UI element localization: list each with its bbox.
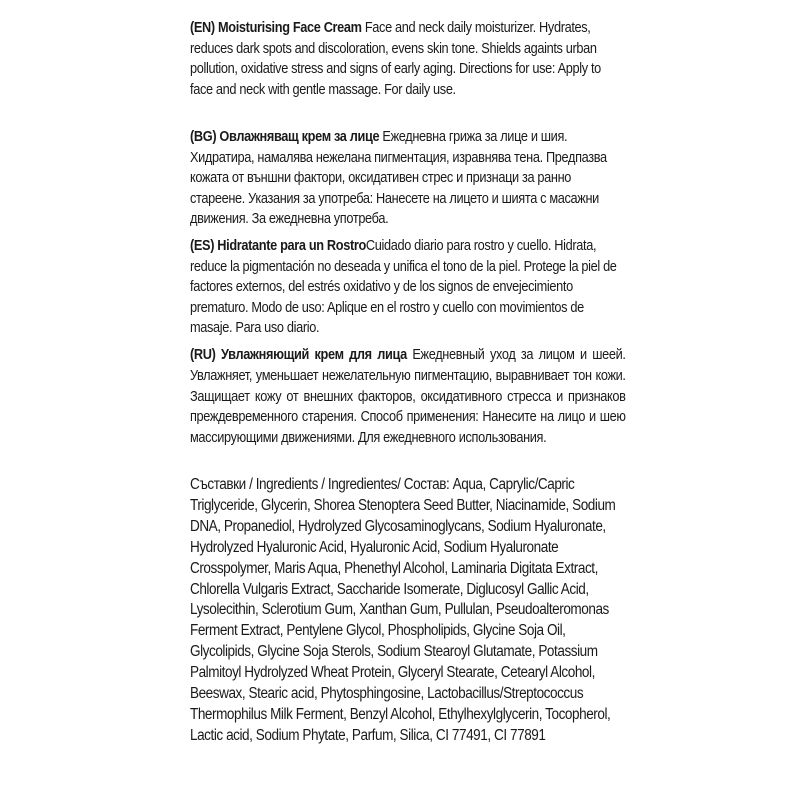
section-bg-title: (BG) Овлажняващ крем за лице (190, 129, 380, 145)
ingredients-list: Съставки / Ingredients / Ingredientes/ Состав: Aqua, Caprylic/Capric Triglyceride, Glycerin, Shorea Stenoptera Seed Butter, Niacinamide, Sodium DNA, Propanediol, Hydrolyzed Glycosaminoglycans, Sodium Hyaluronate, Hydrolyzed Hyaluronic Acid, Hyaluronic Acid, Sodium Hyaluronate Crosspolymer, Maris Aqua, Phenethyl Alcohol, Laminaria Digitata Extract, Chlorella Vulgaris Extract, Saccharide Isomerate, Diglucosyl Gallic Acid, Lysolecithin, Sclerotium Gum, Xanthan Gum, Pullulan, Pseudoalteromonas Ferment Extract, Pentylene Glycol, Phospholipids, Glycine Soja Oil, Glycolipids, Glycine Soja Sterols, Sodium Stearoyl Glutamate, Potassium Palmitoyl Hydrolyzed Wheat Protein, Glyceryl Stearate, Cetearyl Alcohol, Beeswax, Stearic acid, Phytosphingosine, Lactobacillus/Streptococcus Thermophilus Milk Ferment, Benzyl Alcohol, Ethylhexylglycerin, Tocopherol, Lactic acid, Sodium Phytate, Parfum, Silica, CI 77491, CI 77891 (190, 476, 616, 744)
section-bg (190, 127, 626, 230)
section-es (190, 236, 626, 339)
section-ru-text: Ежедневный уход за лицом и шеей. Увлажняет, уменьшает нежелательную пигментацию, выравнивает тон кожи. Защищает кожу от внешних факторов, оксидативного стресса и признаков преждевременного старения. Способ применения: Нанесите на лицо и шею массирующими движениями. Для ежедневного использования. (190, 347, 626, 447)
section-en (190, 18, 626, 100)
section-ru (190, 345, 626, 449)
section-es-text: Cuidado diario para rostro y cuello. Hidrata, reduce la pigmentación no deseada y unifica el tono de la piel. Protege la piel de factores externos, del estrés oxidativo y de los signos de envejecimiento prematuro. Modo de uso: Aplique en el rostro y cuello con movimientos de masaje. Para uso diario. (190, 238, 617, 336)
section-ru-title: (RU) Увлажняющий крем для лица (190, 347, 407, 363)
section-en-title: (EN) Moisturising Face Cream (190, 20, 362, 36)
section-es-title: (ES) Hidratante para un Rostro (190, 238, 366, 254)
section-bg-text: Ежедневна грижа за лице и шия. Хидратира, намалява нежелана пигментация, изравнява тена. Предпазва кожата от външни фактори, оксидативен стрес и признаци за ранно стареене. Указания за употреба: Нанесете на лицето и шията с масажни движения. За ежедневна употреба. (190, 129, 607, 227)
section-en-text: Face and neck daily moisturizer. Hydrates, reduces dark spots and discoloration, evens skin tone. Shields againts urban pollution, oxidative stress and signs of early aging. Directions for use: Apply to face and neck with gentle massage. For daily use. (190, 20, 601, 98)
